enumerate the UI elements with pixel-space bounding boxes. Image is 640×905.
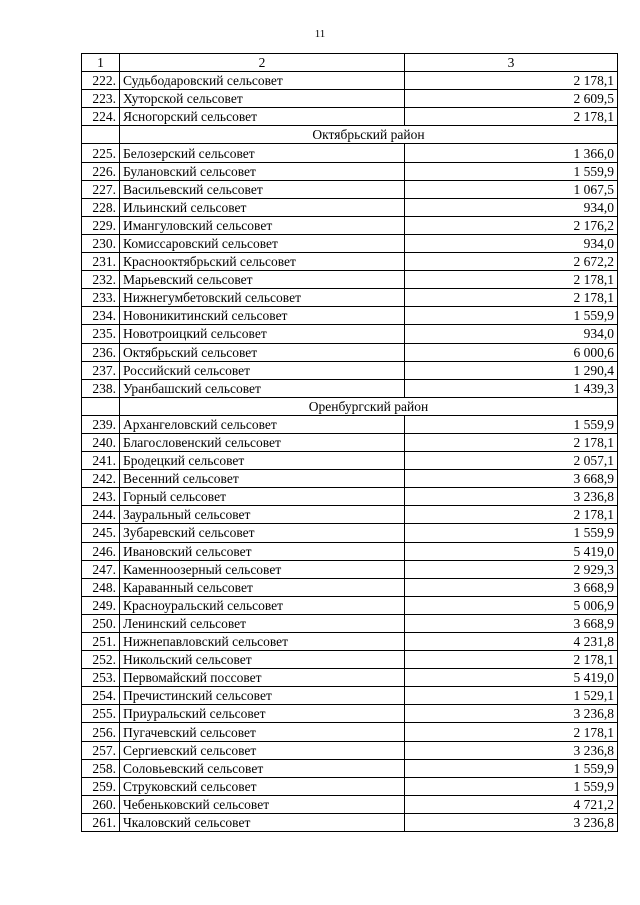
table-row bbox=[82, 506, 618, 524]
row-number: 248. bbox=[82, 578, 120, 596]
row-name: Бродецкий сельсовет bbox=[120, 452, 405, 470]
row-value: 1 559,9 bbox=[405, 415, 618, 433]
row-number: 242. bbox=[82, 470, 120, 488]
row-number: 250. bbox=[82, 614, 120, 632]
row-value: 934,0 bbox=[405, 234, 618, 252]
table-row bbox=[82, 325, 618, 343]
row-name: Красноуральский сельсовет bbox=[120, 596, 405, 614]
row-number: 252. bbox=[82, 651, 120, 669]
row-value: 1 067,5 bbox=[405, 180, 618, 198]
row-name: Караванный сельсовет bbox=[120, 578, 405, 596]
row-number: 230. bbox=[82, 234, 120, 252]
table-row bbox=[82, 705, 618, 723]
row-value: 2 178,1 bbox=[405, 108, 618, 126]
row-name: Ясногорский сельсовет bbox=[120, 108, 405, 126]
table-row bbox=[82, 614, 618, 632]
table-row bbox=[82, 343, 618, 361]
row-name: Весенний сельсовет bbox=[120, 470, 405, 488]
row-number: 243. bbox=[82, 488, 120, 506]
header-cell-2: 2 bbox=[120, 54, 405, 72]
row-name: Приуральский сельсовет bbox=[120, 705, 405, 723]
allocation-table bbox=[81, 53, 618, 832]
row-number: 225. bbox=[82, 144, 120, 162]
row-number: 256. bbox=[82, 723, 120, 741]
row-number: 251. bbox=[82, 633, 120, 651]
row-number: 236. bbox=[82, 343, 120, 361]
row-number: 237. bbox=[82, 361, 120, 379]
table-row bbox=[82, 253, 618, 271]
section-empty-cell bbox=[82, 126, 120, 144]
row-number: 240. bbox=[82, 433, 120, 451]
table-row bbox=[82, 759, 618, 777]
table-row bbox=[82, 108, 618, 126]
row-name: Первомайский поссовет bbox=[120, 669, 405, 687]
row-value: 1 366,0 bbox=[405, 144, 618, 162]
row-number: 245. bbox=[82, 524, 120, 542]
section-title: Октябрьский район bbox=[120, 126, 618, 144]
row-name: Октябрьский сельсовет bbox=[120, 343, 405, 361]
row-value: 3 236,8 bbox=[405, 741, 618, 759]
row-name: Зауральный сельсовет bbox=[120, 506, 405, 524]
header-cell-3: 3 bbox=[405, 54, 618, 72]
row-number: 234. bbox=[82, 307, 120, 325]
row-value: 1 529,1 bbox=[405, 687, 618, 705]
section-header-row bbox=[82, 126, 618, 144]
table-row bbox=[82, 777, 618, 795]
row-value: 2 178,1 bbox=[405, 433, 618, 451]
row-number: 244. bbox=[82, 506, 120, 524]
row-value: 2 178,1 bbox=[405, 651, 618, 669]
table-row bbox=[82, 723, 618, 741]
page-number: 11 bbox=[314, 28, 326, 40]
table-header-row bbox=[82, 54, 618, 72]
header-cell-1: 1 bbox=[82, 54, 120, 72]
row-number: 226. bbox=[82, 162, 120, 180]
row-name: Струковский сельсовет bbox=[120, 777, 405, 795]
table-row bbox=[82, 741, 618, 759]
row-number: 260. bbox=[82, 795, 120, 813]
row-number: 229. bbox=[82, 216, 120, 234]
row-value: 2 929,3 bbox=[405, 560, 618, 578]
table-row bbox=[82, 72, 618, 90]
row-name: Ленинский сельсовет bbox=[120, 614, 405, 632]
row-number: 259. bbox=[82, 777, 120, 795]
table-row bbox=[82, 813, 618, 831]
table-row bbox=[82, 433, 618, 451]
section-empty-cell bbox=[82, 397, 120, 415]
row-number: 239. bbox=[82, 415, 120, 433]
table-row bbox=[82, 488, 618, 506]
table-row bbox=[82, 578, 618, 596]
row-value: 1 559,9 bbox=[405, 777, 618, 795]
section-header-row bbox=[82, 397, 618, 415]
row-value: 5 419,0 bbox=[405, 669, 618, 687]
row-name: Никольский сельсовет bbox=[120, 651, 405, 669]
row-value: 2 178,1 bbox=[405, 289, 618, 307]
table-row bbox=[82, 651, 618, 669]
row-value: 2 178,1 bbox=[405, 271, 618, 289]
table-row bbox=[82, 198, 618, 216]
table-row bbox=[82, 271, 618, 289]
row-name: Нижнегумбетовский сельсовет bbox=[120, 289, 405, 307]
table-row bbox=[82, 307, 618, 325]
table-row bbox=[82, 216, 618, 234]
row-number: 233. bbox=[82, 289, 120, 307]
row-number: 255. bbox=[82, 705, 120, 723]
table-row bbox=[82, 415, 618, 433]
row-value: 934,0 bbox=[405, 198, 618, 216]
row-name: Марьевский сельсовет bbox=[120, 271, 405, 289]
table-row bbox=[82, 90, 618, 108]
row-name: Горный сельсовет bbox=[120, 488, 405, 506]
table-body bbox=[82, 54, 618, 832]
table-row bbox=[82, 180, 618, 198]
row-number: 224. bbox=[82, 108, 120, 126]
row-name: Новотроицкий сельсовет bbox=[120, 325, 405, 343]
row-value: 934,0 bbox=[405, 325, 618, 343]
row-number: 227. bbox=[82, 180, 120, 198]
table-row bbox=[82, 687, 618, 705]
table-row bbox=[82, 234, 618, 252]
row-value: 2 672,2 bbox=[405, 253, 618, 271]
row-value: 3 236,8 bbox=[405, 488, 618, 506]
table-row bbox=[82, 596, 618, 614]
row-value: 2 178,1 bbox=[405, 723, 618, 741]
section-title: Оренбургский район bbox=[120, 397, 618, 415]
row-name: Сергиевский сельсовет bbox=[120, 741, 405, 759]
row-number: 231. bbox=[82, 253, 120, 271]
row-value: 4 721,2 bbox=[405, 795, 618, 813]
row-name: Благословенский сельсовет bbox=[120, 433, 405, 451]
row-name: Новоникитинский сельсовет bbox=[120, 307, 405, 325]
row-value: 3 668,9 bbox=[405, 470, 618, 488]
row-value: 5 419,0 bbox=[405, 542, 618, 560]
row-value: 1 559,9 bbox=[405, 524, 618, 542]
row-name: Пречистинский сельсовет bbox=[120, 687, 405, 705]
row-name: Уранбашский сельсовет bbox=[120, 379, 405, 397]
row-name: Булановский сельсовет bbox=[120, 162, 405, 180]
row-number: 238. bbox=[82, 379, 120, 397]
row-name: Краснооктябрьский сельсовет bbox=[120, 253, 405, 271]
row-value: 2 057,1 bbox=[405, 452, 618, 470]
row-number: 249. bbox=[82, 596, 120, 614]
row-value: 1 559,9 bbox=[405, 307, 618, 325]
row-number: 261. bbox=[82, 813, 120, 831]
table-row bbox=[82, 470, 618, 488]
row-value: 2 178,1 bbox=[405, 72, 618, 90]
row-name: Каменноозерный сельсовет bbox=[120, 560, 405, 578]
row-name: Имангуловский сельсовет bbox=[120, 216, 405, 234]
row-name: Белозерский сельсовет bbox=[120, 144, 405, 162]
row-number: 247. bbox=[82, 560, 120, 578]
table-row bbox=[82, 669, 618, 687]
row-value: 1 290,4 bbox=[405, 361, 618, 379]
table-row bbox=[82, 452, 618, 470]
row-name: Зубаревский сельсовет bbox=[120, 524, 405, 542]
table-row bbox=[82, 560, 618, 578]
row-number: 228. bbox=[82, 198, 120, 216]
table-row bbox=[82, 144, 618, 162]
row-value: 1 559,9 bbox=[405, 162, 618, 180]
row-number: 232. bbox=[82, 271, 120, 289]
row-name: Ильинский сельсовет bbox=[120, 198, 405, 216]
row-name: Хуторской сельсовет bbox=[120, 90, 405, 108]
row-number: 223. bbox=[82, 90, 120, 108]
table-row bbox=[82, 633, 618, 651]
row-value: 3 668,9 bbox=[405, 578, 618, 596]
row-value: 5 006,9 bbox=[405, 596, 618, 614]
row-value: 6 000,6 bbox=[405, 343, 618, 361]
table-row bbox=[82, 524, 618, 542]
row-value: 2 176,2 bbox=[405, 216, 618, 234]
row-number: 253. bbox=[82, 669, 120, 687]
row-value: 1 559,9 bbox=[405, 759, 618, 777]
row-number: 235. bbox=[82, 325, 120, 343]
table-row bbox=[82, 162, 618, 180]
row-value: 3 236,8 bbox=[405, 705, 618, 723]
table-row bbox=[82, 289, 618, 307]
table-row bbox=[82, 795, 618, 813]
row-name: Соловьевский сельсовет bbox=[120, 759, 405, 777]
row-number: 254. bbox=[82, 687, 120, 705]
row-name: Комиссаровский сельсовет bbox=[120, 234, 405, 252]
row-number: 222. bbox=[82, 72, 120, 90]
row-value: 4 231,8 bbox=[405, 633, 618, 651]
row-value: 2 178,1 bbox=[405, 506, 618, 524]
row-name: Чкаловский сельсовет bbox=[120, 813, 405, 831]
row-name: Российский сельсовет bbox=[120, 361, 405, 379]
row-value: 3 236,8 bbox=[405, 813, 618, 831]
row-value: 2 609,5 bbox=[405, 90, 618, 108]
row-number: 257. bbox=[82, 741, 120, 759]
row-name: Васильевский сельсовет bbox=[120, 180, 405, 198]
table-row bbox=[82, 361, 618, 379]
row-name: Пугачевский сельсовет bbox=[120, 723, 405, 741]
row-name: Чебеньковский сельсовет bbox=[120, 795, 405, 813]
row-name: Судьбодаровский сельсовет bbox=[120, 72, 405, 90]
row-name: Ивановский сельсовет bbox=[120, 542, 405, 560]
table-row bbox=[82, 379, 618, 397]
row-value: 1 439,3 bbox=[405, 379, 618, 397]
row-name: Архангеловский сельсовет bbox=[120, 415, 405, 433]
table-row bbox=[82, 542, 618, 560]
row-number: 246. bbox=[82, 542, 120, 560]
row-number: 241. bbox=[82, 452, 120, 470]
row-number: 258. bbox=[82, 759, 120, 777]
row-name: Нижнепавловский сельсовет bbox=[120, 633, 405, 651]
row-value: 3 668,9 bbox=[405, 614, 618, 632]
